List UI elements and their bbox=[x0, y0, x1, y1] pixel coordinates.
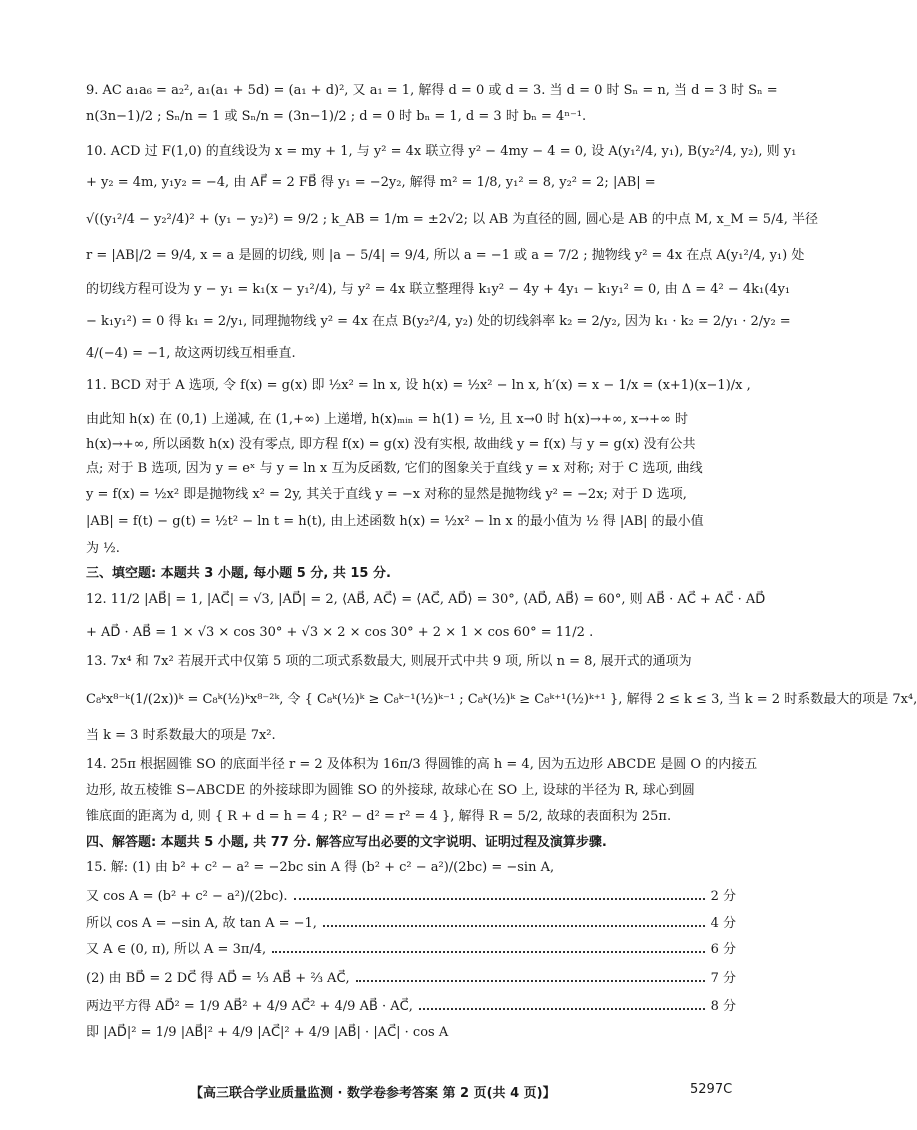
dot-leader bbox=[294, 888, 705, 900]
answer-10-line-6: − k₁y₁²) = 0 得 k₁ = 2/y₁, 同理抛物线 y² = 4x 在点 B(y₂²/4, y₂) 处的切线斜率 k₂ = 2/y₂, 因为 k₁ · k₂ = 2/y₁ · 2/y₂ = bbox=[86, 314, 791, 329]
answer-11-line-5: y = f(x) = ½x² 即是抛物线 x² = 2y, 其关于直线 y = −x 对称的显然是抛物线 y² = −2x; 对于 D 选项, bbox=[86, 487, 687, 502]
scored-step-5 bbox=[86, 995, 736, 1013]
step-points: 7 分 bbox=[710, 971, 736, 986]
answer-11-line-4: 点; 对于 B 选项, 因为 y = eˣ 与 y = ln x 互为反函数, 它们的图象关于直线 y = x 对称; 对于 C 选项, 曲线 bbox=[86, 461, 703, 476]
answer-10-line-1: 10. ACD 过 F(1,0) 的直线设为 x = my + 1, 与 y² = 4x 联立得 y² − 4my − 4 = 0, 设 A(y₁²/4, y₁), B(y₂²/4, y₂), 则 y₁ bbox=[86, 144, 797, 159]
step-text: (2) 由 BD⃗ = 2 DC⃗ 得 AD⃗ = ⅓ AB⃗ + ⅔ AC⃗, bbox=[86, 971, 350, 986]
dot-leader bbox=[323, 915, 705, 927]
answer-12-line-2: + AD⃗ · AB⃗ = 1 × √3 × cos 30° + √3 × 2 × cos 30° + 2 × 1 × cos 60° = 11/2 . bbox=[86, 625, 594, 640]
answer-14-line-1: 14. 25π 根据圆锥 SO 的底面半径 r = 2 及体积为 16π/3 得圆锥的高 h = 4, 因为五边形 ABCDE 是圆 O 的内接五 bbox=[86, 757, 758, 772]
answer-15-line-1: 15. 解: (1) 由 b² + c² − a² = −2bc sin A 得 (b² + c² − a²)/(2bc) = −sin A, bbox=[86, 860, 555, 875]
answer-10-line-3: √((y₁²/4 − y₂²/4)² + (y₁ − y₂)²) = 9/2 ; k_AB = 1/m = ±2√2; 以 AB 为直径的圆, 圆心是 AB 的中点 M, x_M = 5/4, 半径 bbox=[86, 212, 818, 227]
page-footer bbox=[0, 1082, 800, 1102]
step-points: 2 分 bbox=[710, 889, 736, 904]
step-text: 又 A ∈ (0, π), 所以 A = 3π/4, bbox=[86, 942, 267, 957]
footer-code: 5297C bbox=[690, 1082, 733, 1097]
answer-11-line-3: h(x)→+∞, 所以函数 h(x) 没有零点, 即方程 f(x) = g(x) 没有实根, 故曲线 y = f(x) 与 y = g(x) 没有公共 bbox=[86, 437, 696, 452]
section-solutions-heading: 四、解答题: 本题共 5 小题, 共 77 分. 解答应写出必要的文字说明、证明过程及演算步骤. bbox=[86, 835, 607, 850]
scored-step-1 bbox=[86, 885, 736, 903]
step-points: 6 分 bbox=[710, 942, 736, 957]
answer-11-line-1: 11. BCD 对于 A 选项, 令 f(x) = g(x) 即 ½x² = ln x, 设 h(x) = ½x² − ln x, h′(x) = x − 1/x = (x+1)(x−1)/x , bbox=[86, 378, 751, 393]
dot-leader bbox=[272, 941, 704, 953]
scored-step-2 bbox=[86, 912, 736, 930]
answer-10-line-2: + y₂ = 4m, y₁y₂ = −4, 由 AF⃗ = 2 FB⃗ 得 y₁ = −2y₂, 解得 m² = 1/8, y₁² = 8, y₂² = 2; |AB| = bbox=[86, 175, 656, 190]
answer-10-line-4: r = |AB|/2 = 9/4, x = a 是圆的切线, 则 |a − 5/4| = 9/4, 所以 a = −1 或 a = 7/2 ; 抛物线 y² = 4x 在点 A(y₁²/4, y₁) 处 bbox=[86, 248, 805, 263]
answer-13-line-2: C₈ᵏx⁸⁻ᵏ(1/(2x))ᵏ = C₈ᵏ(½)ᵏx⁸⁻²ᵏ, 令 { C₈ᵏ(½)ᵏ ≥ C₈ᵏ⁻¹(½)ᵏ⁻¹ ; C₈ᵏ(½)ᵏ ≥ C₈ᵏ⁺¹(½)ᵏ⁺¹ }, 解得 2 ≤ k ≤ 3, 当 k = 2 时系数最大的项是 7x⁴, bbox=[86, 692, 917, 707]
dot-leader bbox=[419, 998, 705, 1010]
step-points: 4 分 bbox=[710, 916, 736, 931]
section-fill-in-heading: 三、填空题: 本题共 3 小题, 每小题 5 分, 共 15 分. bbox=[86, 566, 391, 581]
answer-11-line-2: 由此知 h(x) 在 (0,1) 上递减, 在 (1,+∞) 上递增, h(x)ₘᵢₙ = h(1) = ½, 且 x→0 时 h(x)→+∞, x→+∞ 时 bbox=[86, 412, 688, 427]
step-text: 两边平方得 AD⃗² = 1/9 AB⃗² + 4/9 AC⃗² + 4/9 AB⃗ · AC⃗, bbox=[86, 999, 413, 1014]
scored-step-3 bbox=[86, 938, 736, 956]
scored-step-4 bbox=[86, 967, 736, 985]
answer-10-line-5: 的切线方程可设为 y − y₁ = k₁(x − y₁²/4), 与 y² = 4x 联立整理得 k₁y² − 4y + 4y₁ − k₁y₁² = 0, 由 Δ = 4² − 4k₁(4y₁ bbox=[86, 282, 791, 297]
answer-12-line-1: 12. 11/2 |AB⃗| = 1, |AC⃗| = √3, |AD⃗| = 2, ⟨AB⃗, AC⃗⟩ = ⟨AC⃗, AD⃗⟩ = 30°, ⟨AD⃗, AB⃗⟩ = 60°, 则 AB⃗ · AC⃗ + AC⃗ · AD⃗ bbox=[86, 592, 766, 607]
answer-13-line-3: 当 k = 3 时系数最大的项是 7x². bbox=[86, 728, 276, 743]
answer-14-line-2: 边形, 故五棱锥 S−ABCDE 的外接球即为圆锥 SO 的外接球, 故球心在 SO 上, 设球的半径为 R, 球心到圆 bbox=[86, 783, 695, 798]
answer-11-line-7: 为 ½. bbox=[86, 541, 120, 556]
step-text: 所以 cos A = −sin A, 故 tan A = −1, bbox=[86, 916, 317, 931]
answer-11-line-6: |AB| = f(t) − g(t) = ½t² − ln t = h(t), 由上述函数 h(x) = ½x² − ln x 的最小值为 ½ 得 |AB| 的最小值 bbox=[86, 514, 704, 529]
dot-leader bbox=[356, 970, 705, 982]
footer-title: 【高三联合学业质量监测 · 数学卷参考答案 第 2 页(共 4 页)】 bbox=[190, 1086, 556, 1101]
answer-13-line-1: 13. 7x⁴ 和 7x² 若展开式中仅第 5 项的二项式系数最大, 则展开式中共 9 项, 所以 n = 8, 展开式的通项为 bbox=[86, 654, 692, 669]
answer-14-line-3: 锥底面的距离为 d, 则 { R + d = h = 4 ; R² − d² = r² = 4 }, 解得 R = 5/2, 故球的表面积为 25π. bbox=[86, 809, 672, 824]
answer-9-line-1: 9. AC a₁a₆ = a₂², a₁(a₁ + 5d) = (a₁ + d)², 又 a₁ = 1, 解得 d = 0 或 d = 3. 当 d = 0 时 Sₙ = n, 当 d = 3 时 Sₙ = bbox=[86, 83, 778, 98]
answer-15-last-line: 即 |AD⃗|² = 1/9 |AB⃗|² + 4/9 |AC⃗|² + 4/9 |AB⃗| · |AC⃗| · cos A bbox=[86, 1025, 449, 1040]
answer-9-line-2: n(3n−1)/2 ; Sₙ/n = 1 或 Sₙ/n = (3n−1)/2 ; d = 0 时 bₙ = 1, d = 3 时 bₙ = 4ⁿ⁻¹. bbox=[86, 109, 587, 124]
answer-10-line-7: 4/(−4) = −1, 故这两切线互相垂直. bbox=[86, 346, 296, 361]
step-points: 8 分 bbox=[710, 999, 736, 1014]
step-text: 又 cos A = (b² + c² − a²)/(2bc). bbox=[86, 889, 288, 904]
